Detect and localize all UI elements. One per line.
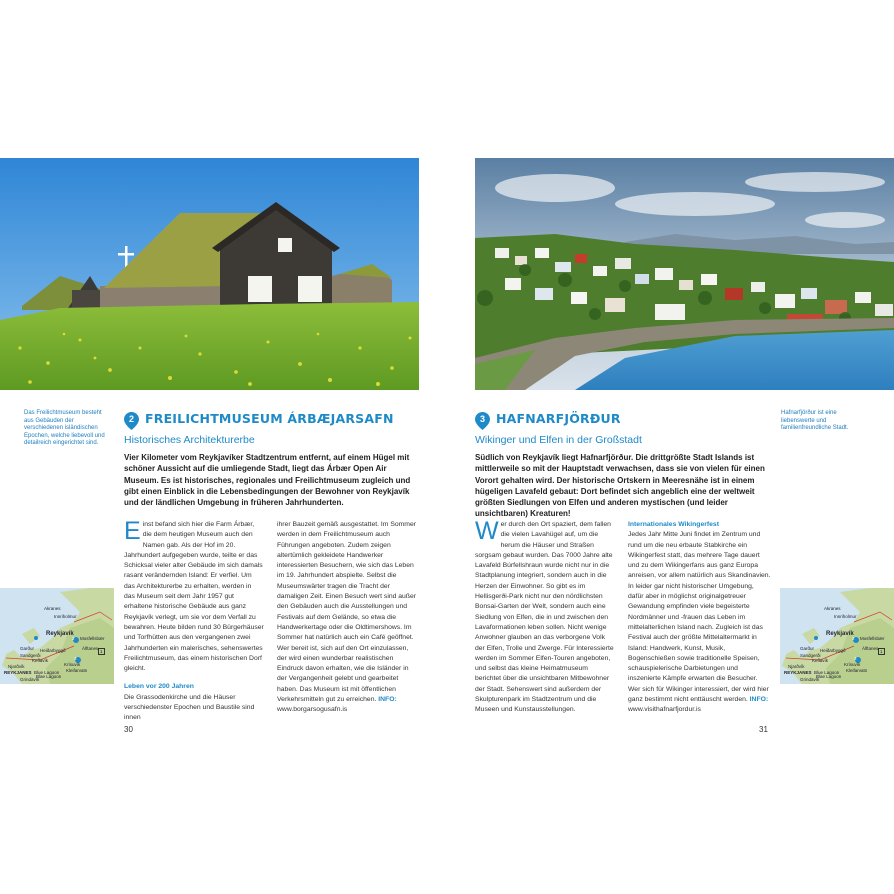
body-text: inst befand sich hier die Farm Árbær, die dem heutigen Museum auch den Namen gab. Als der Hof im 20. Jahrhundert aufgegeben wurde, teilte er das Schicksal vieler alter Gebäude im sich damals rasant verändernden Island: Er verfiel. Um das Architekturerbe zu erhalten, werden in das Museum seit dem Jahr 1957 gut erhaltene historische Gebäude aus ganz Reykjavík verlegt, um sie vor dem Verfall zu bewahren. Heute bilden rund 30 Bürgerhäuser und Torfhütten aus den vergangenen zwei Jahrhunderten ein malerisches, sehenswertes Freilichtmuseum, das einem historischen Dorf gleicht. (124, 521, 264, 673)
left-page (0, 158, 419, 738)
body-text: Die Grassodenkirche und die Häuser verschiedenster Epochen und Baustile sind innen (124, 693, 255, 722)
map-label: Reykjavík (46, 631, 74, 637)
map-label: Njarðvík (8, 664, 25, 669)
section-subheading: Internationales Wikingerfest (628, 521, 719, 528)
map-label: Keflavík (812, 658, 829, 663)
map-label: 3 (854, 656, 857, 661)
map-label: Blue Lagoon (814, 670, 840, 675)
drop-cap: W (475, 517, 499, 545)
map-label: Grindavík (20, 677, 40, 682)
entry-number: 3 (479, 414, 485, 424)
body-text: er durch den Ort spaziert, dem fallen die vielen Lavahügel auf, um die herum die Häuser und Straßen sorgsam gebaut wurden. Das 7000 Jahre alte Lavafeld Búrfellshraun wurde nicht nur in die Stadtplanung integriert, sondern auch in die Herzen der Einwohner. So gibt es im Hellisgerði-Park nicht nur den nördlichsten Bonsai-Garten der Welt, sondern auch eine Siedlung von Elfen, die in und zwischen den Lavaformationen leben sollen. Nicht wenige Anwohner glauben an das verborgene Volk der Elfen, Trolle und Zwerge. Für Interessierte werden im Sommer Elfen-Touren angeboten, und selbst das kleine Heimatmuseum berichtet über die unsichtbaren Mitbewohner der Stadt. Sehenswert sind außerdem der Skulpturenpark im Stadtzentrum und die Museen und Kunstausstellungen. (475, 521, 614, 714)
map-label: Mosfellsbær (80, 636, 105, 641)
map-label: Blue Lagoon (34, 670, 60, 675)
hafnarfjordur-photo (475, 158, 894, 390)
body-column-2 (277, 520, 417, 716)
photo-caption: Hafnarfjörður ist eine liebenswerte und familienfreundliche Stadt. (781, 410, 849, 431)
entry-number: 2 (128, 414, 134, 424)
map-label: Keflavík (32, 658, 49, 663)
entry-title: FREILICHTMUSEUM ÁRBÆJARSAFN (145, 411, 394, 426)
map-label: 1 (100, 649, 103, 654)
entry-subtitle: Historisches Architekturerbe (124, 434, 255, 446)
info-label: INFO: (378, 696, 397, 704)
map-label: Mosfellsbær (860, 636, 885, 641)
map-label: Kleifarvatn (846, 668, 868, 673)
map-label: Sandgerði (800, 653, 821, 658)
map-label: Heiðarbyggð (820, 648, 846, 653)
region-map (780, 588, 894, 684)
map-label: 3 (74, 656, 77, 661)
entry-subtitle: Wikinger und Elfen in der Großstadt (475, 434, 642, 446)
map-label: Innriholmur (54, 614, 77, 619)
map-label: Krísuvík (844, 662, 861, 667)
map-label: REYKJANES (4, 670, 32, 675)
body-column-1 (475, 517, 615, 716)
entry-title: HAFNARFJÖRÐUR (496, 411, 621, 426)
map-label: Sandgerði (20, 653, 41, 658)
map-label: Innriholmur (834, 614, 857, 619)
map-label: Álftanes (862, 646, 879, 651)
map-label: Kleifarvatn (66, 668, 88, 673)
map-label: Akranes (44, 606, 61, 611)
map-label: 1 (880, 649, 883, 654)
lead-paragraph: Südlich von Reykjavík liegt Hafnarfjörður. Die drittgrößte Stadt Islands ist mittlerweile so mit der Hauptstadt verwachsen, dass sie von vielen für einen Vorort gehalten wird. Der historische Ortskern in Meeresnähe ist in einem hügeligen Lavafeld gebaut: Dort befindet sich angeblich eine der weltweit größten Siedlungen von Elfen und anderen mystischen (und leider unsichtbaren) Kreaturen! (475, 453, 765, 519)
map-label: REYKJANES (784, 670, 812, 675)
section-subheading: Leben vor 200 Jahren (124, 683, 194, 691)
page-number: 31 (759, 725, 768, 734)
body-text: ihrer Bauzeit gemäß ausgestattet. Im Sommer werden in dem Freilichtmuseum auch Führungen angeboten. Zudem zeigen altertümlich gekleidete Handwerker interessierten Besuchern, wie sich das Leben im 19. Jahrhundert abspielte. Selbst die Museumswärter tragen die Tracht der damaligen Zeit. Einen Besuch wert sind außer den Gebäuden auch die Ausstellungen und Festivals auf dem Gelände, so etwa die Handwerkertage oder die Oldtimershows. Im Sommer hat natürlich auch ein Café geöffnet. Wer bereit ist, sich auf den Ort einzulassen, der wird einen wunderbar realistischen Eindruck davon erhalten, wie die Isländer in der Vergangenheit gelebt und gearbeitet haben. Das Museum ist mit öffentlichen Verkehrsmitteln gut zu erreichen. (277, 521, 417, 704)
map-label: Heiðarbyggð (40, 648, 66, 653)
region-map (0, 588, 114, 684)
map-label: Garður (20, 646, 35, 651)
map-label: Blae Lagoon (816, 674, 842, 679)
body-column-1 (124, 517, 264, 724)
body-text: Jedes Jahr Mitte Juni findet im Zentrum und rund um die neu erbaute Stabkirche ein Wikingerfest statt, das mehrere Tage dauert und zu dem Wikingerfans aus ganz Europa anreisen, vor allem natürlich aus Skandinavien. In leider gar nicht historischer Umgebung, dafür aber in möglichst originalgetreuer Gewandung empfinden viele begeisterte Nordmänner und -frauen das Leben im mittelalterlichen Island nach. Zugleich ist das Festival auch der größte Mittelaltermarkt in Island: Handwerk, Kunst, Musik, Bogenschießen sowie traditionelle Speisen, schauspielerische Darbietungen und inszenierte Kämpfe erwarten die Besucher. Wer sich für Wikinger interessiert, der wird hier ganz bestimmt nicht enttäuscht werden. (628, 531, 771, 704)
body-column-2 (628, 520, 771, 716)
drop-cap: E (124, 517, 141, 545)
map-label: Akranes (824, 606, 841, 611)
map-label: 2 (852, 636, 855, 641)
map-label: Garður (800, 646, 815, 651)
map-label: Álftanes (82, 646, 99, 651)
page-number: 30 (124, 725, 133, 734)
info-label: INFO: (749, 696, 769, 704)
map-label: Reykjavík (826, 631, 854, 637)
right-page (475, 158, 894, 738)
map-label: Blae Lagoon (36, 674, 62, 679)
map-label: Krísuvík (64, 662, 81, 667)
map-label: 2 (72, 636, 75, 641)
lead-paragraph: Vier Kilometer vom Reykjavíker Stadtzentrum entfernt, auf einem Hügel mit schöner Aussicht auf die umliegende Stadt, liegt das Árbær Open Air Museum. Es ist historisches, regionales und Freilichtmuseum zugleich und gibt einen Einblick in die Lebensbedingungen der Bewohner von Reykjavík und der ländlichen Umgebung in früheren Jahrhunderten. (124, 453, 411, 508)
info-url[interactable]: www.borgarsogusafn.is (277, 706, 348, 714)
arbaer-museum-photo (0, 158, 419, 390)
info-url[interactable]: www.visithafnarfjordur.is (628, 706, 701, 714)
map-label: Grindavík (800, 677, 820, 682)
map-label: Njarðvík (788, 664, 805, 669)
photo-caption: Das Freilichtmuseum besteht aus Gebäuden der verschiedenen isländischen Epochen, welche liebevoll und detailreich eingerichtet sind. (24, 410, 105, 446)
